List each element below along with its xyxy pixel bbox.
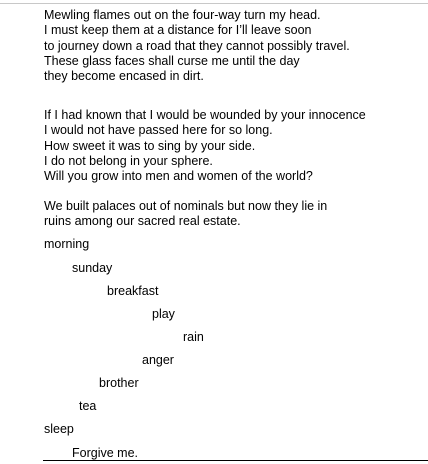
cascade-word: anger	[142, 353, 174, 367]
poem-line: they become encased in dirt.	[44, 69, 204, 84]
poem-line: How sweet it was to sing by your side.	[44, 138, 256, 153]
poem-line: to journey down a road that they cannot possibly travel.	[44, 38, 350, 53]
cascade-word: sunday	[72, 261, 113, 275]
cascade-word: tea	[79, 399, 97, 413]
stanza-2	[44, 108, 366, 184]
poem-line: I must keep them at a distance for I’ll leave soon	[44, 23, 312, 38]
stanza-3	[44, 199, 327, 230]
cascade-word: sleep	[44, 422, 74, 436]
top-divider	[0, 3, 428, 4]
poem-line: Mewling flames out on the four-way turn my head.	[44, 8, 321, 22]
bottom-divider	[43, 460, 428, 461]
cascade-word: rain	[183, 330, 204, 344]
closing-line: Forgive me.	[72, 446, 138, 460]
poem-line: If I had known that I would be wounded by your innocence	[44, 108, 366, 122]
cascade-word: brother	[99, 376, 139, 390]
poem-line: We built palaces out of nominals but now they lie in	[44, 199, 328, 213]
poem-line: I would not have passed here for so long.	[44, 123, 273, 138]
poem-line: I do not belong in your sphere.	[44, 153, 213, 168]
poem-line: Will you grow into men and women of the world?	[44, 169, 313, 184]
poem-line: ruins among our sacred real estate.	[44, 214, 241, 229]
cascade-word: play	[152, 307, 175, 321]
cascade-word: morning	[44, 237, 90, 251]
stanza-1	[44, 8, 350, 84]
cascade-word: breakfast	[107, 284, 159, 298]
poem-line: These glass faces shall curse me until the day	[44, 53, 300, 68]
